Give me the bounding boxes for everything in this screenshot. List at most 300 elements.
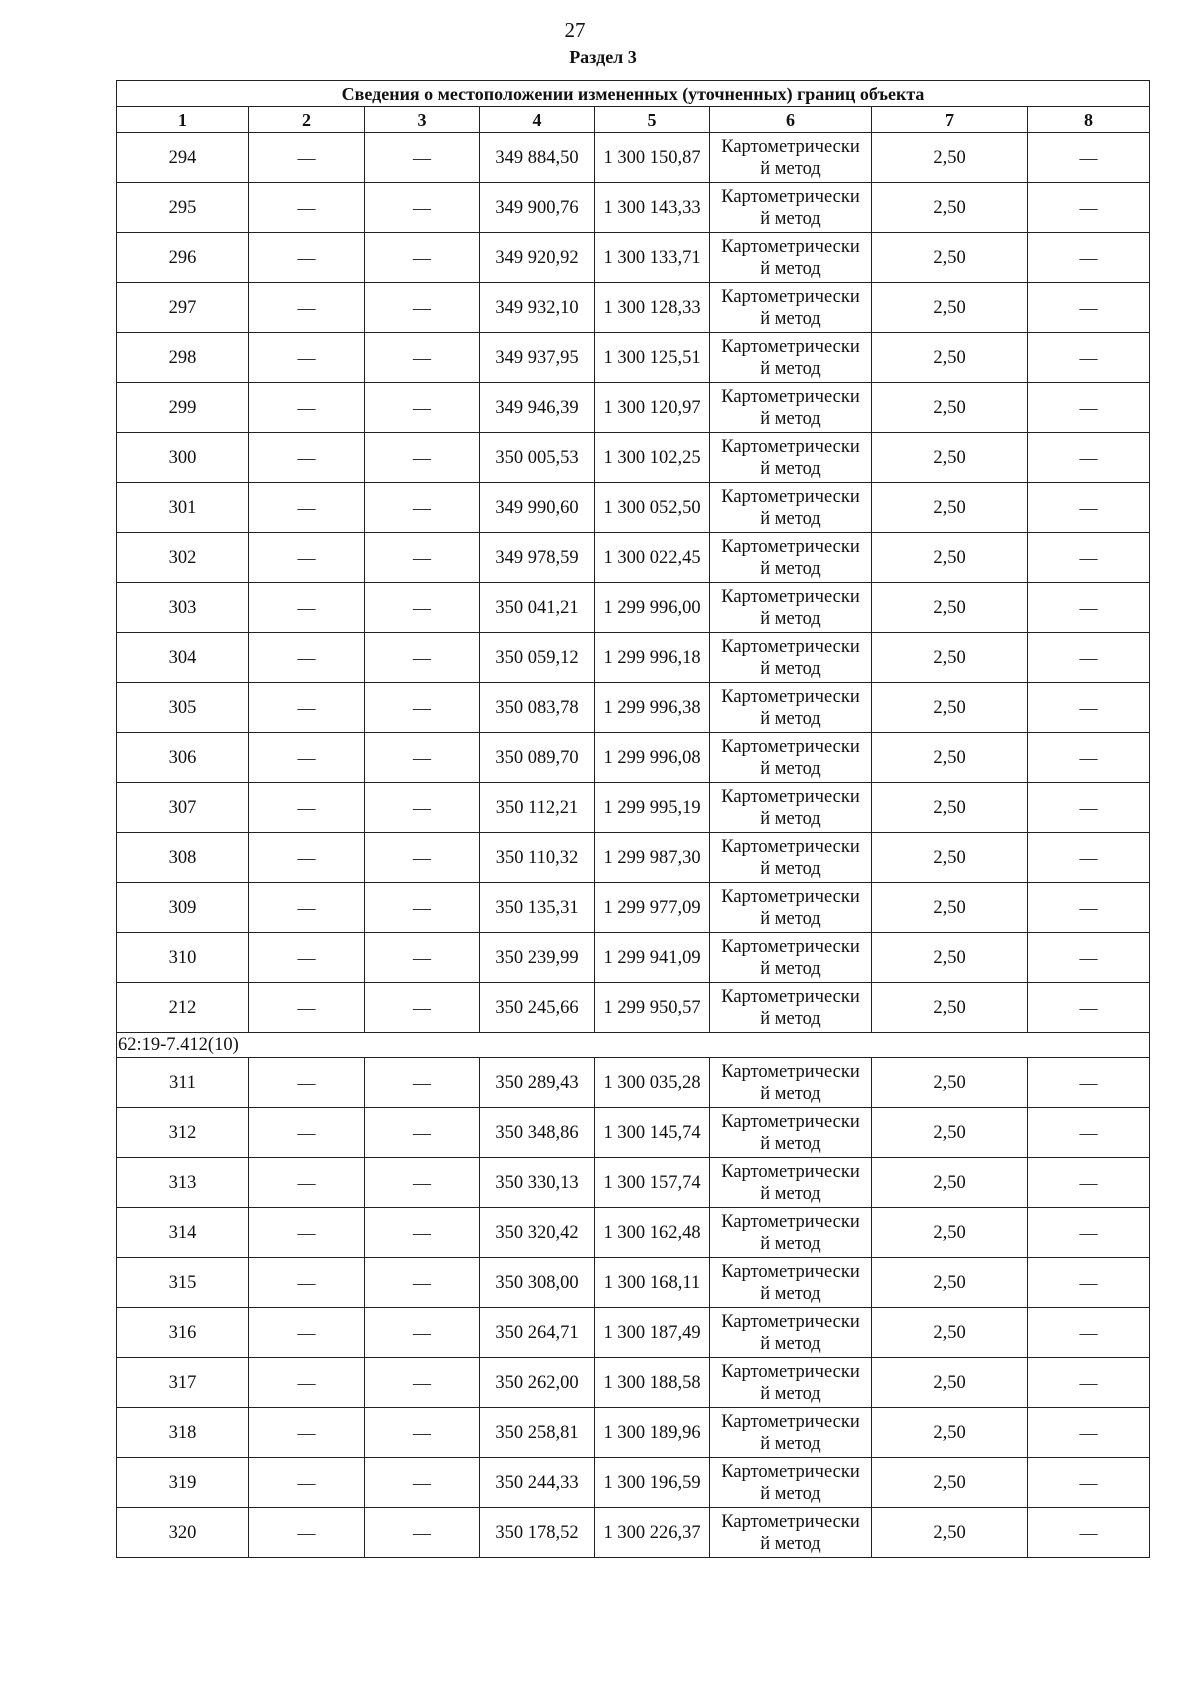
empty-dash-cell: — <box>249 433 365 483</box>
method-text-line2: й метод <box>760 408 821 429</box>
empty-dash-cell: — <box>1028 383 1150 433</box>
x-coordinate-cell: 350 308,00 <box>480 1258 595 1308</box>
empty-dash-cell: — <box>365 1058 480 1108</box>
method-cell <box>710 783 872 833</box>
empty-dash-cell: — <box>249 1308 365 1358</box>
y-coordinate-cell: 1 299 996,38 <box>595 683 710 733</box>
boundary-coordinates-table <box>116 80 1150 1558</box>
empty-dash-cell: — <box>1028 883 1150 933</box>
method-text-line2: й метод <box>760 658 821 679</box>
empty-dash-cell: — <box>365 883 480 933</box>
empty-dash-cell: — <box>365 833 480 883</box>
method-text-line2: й метод <box>760 1233 821 1254</box>
method-text-line1: Картометрически <box>721 1461 860 1482</box>
method-text-line1: Картометрически <box>721 1261 860 1282</box>
x-coordinate-cell: 350 348,86 <box>480 1108 595 1158</box>
empty-dash-cell: — <box>249 333 365 383</box>
method-text-line1: Картометрически <box>721 1361 860 1382</box>
empty-dash-cell: — <box>365 533 480 583</box>
table-row <box>117 783 1150 833</box>
empty-dash-cell: — <box>1028 533 1150 583</box>
accuracy-cell: 2,50 <box>872 1408 1028 1458</box>
method-cell <box>710 133 872 183</box>
empty-dash-cell: — <box>365 1108 480 1158</box>
empty-dash-cell: — <box>1028 1308 1150 1358</box>
y-coordinate-cell: 1 300 162,48 <box>595 1208 710 1258</box>
method-text-line1: Картометрически <box>721 1111 860 1132</box>
table-row <box>117 733 1150 783</box>
point-number-cell: 320 <box>117 1508 249 1558</box>
x-coordinate-cell: 350 262,00 <box>480 1358 595 1408</box>
empty-dash-cell: — <box>365 383 480 433</box>
accuracy-cell: 2,50 <box>872 1158 1028 1208</box>
empty-dash-cell: — <box>365 233 480 283</box>
accuracy-cell: 2,50 <box>872 983 1028 1033</box>
empty-dash-cell: — <box>365 683 480 733</box>
x-coordinate-cell: 349 884,50 <box>480 133 595 183</box>
y-coordinate-cell: 1 300 052,50 <box>595 483 710 533</box>
table-row <box>117 483 1150 533</box>
method-cell <box>710 383 872 433</box>
x-coordinate-cell: 350 330,13 <box>480 1158 595 1208</box>
empty-dash-cell: — <box>365 583 480 633</box>
method-text-line1: Картометрически <box>721 786 860 807</box>
accuracy-cell: 2,50 <box>872 333 1028 383</box>
table-row <box>117 1508 1150 1558</box>
table-row <box>117 1208 1150 1258</box>
method-text-line2: й метод <box>760 908 821 929</box>
x-coordinate-cell: 350 041,21 <box>480 583 595 633</box>
empty-dash-cell: — <box>249 283 365 333</box>
empty-dash-cell: — <box>365 1358 480 1408</box>
empty-dash-cell: — <box>1028 1258 1150 1308</box>
y-coordinate-cell: 1 300 226,37 <box>595 1508 710 1558</box>
empty-dash-cell: — <box>249 1508 365 1558</box>
y-coordinate-cell: 1 299 996,00 <box>595 583 710 633</box>
method-text-line1: Картометрически <box>721 436 860 457</box>
empty-dash-cell: — <box>1028 1208 1150 1258</box>
empty-dash-cell: — <box>249 633 365 683</box>
column-number: 7 <box>872 107 1028 133</box>
empty-dash-cell: — <box>249 933 365 983</box>
y-coordinate-cell: 1 300 035,28 <box>595 1058 710 1108</box>
empty-dash-cell: — <box>365 1158 480 1208</box>
accuracy-cell: 2,50 <box>872 633 1028 683</box>
method-text-line1: Картометрически <box>721 986 860 1007</box>
method-text-line1: Картометрически <box>721 1511 860 1532</box>
empty-dash-cell: — <box>249 1408 365 1458</box>
y-coordinate-cell: 1 300 150,87 <box>595 133 710 183</box>
table-row <box>117 533 1150 583</box>
method-text-line2: й метод <box>760 458 821 479</box>
accuracy-cell: 2,50 <box>872 1058 1028 1108</box>
parcel-group-label: 62:19-7.412(10) <box>117 1033 1150 1058</box>
point-number-cell: 301 <box>117 483 249 533</box>
method-cell <box>710 283 872 333</box>
accuracy-cell: 2,50 <box>872 283 1028 333</box>
table-row <box>117 1408 1150 1458</box>
y-coordinate-cell: 1 300 022,45 <box>595 533 710 583</box>
method-text-line1: Картометрически <box>721 586 860 607</box>
accuracy-cell: 2,50 <box>872 483 1028 533</box>
point-number-cell: 303 <box>117 583 249 633</box>
y-coordinate-cell: 1 300 128,33 <box>595 283 710 333</box>
method-text-line2: й метод <box>760 758 821 779</box>
y-coordinate-cell: 1 300 143,33 <box>595 183 710 233</box>
method-cell <box>710 1358 872 1408</box>
method-text-line2: й метод <box>760 608 821 629</box>
empty-dash-cell: — <box>365 283 480 333</box>
method-text-line1: Картометрически <box>721 836 860 857</box>
method-text-line2: й метод <box>760 858 821 879</box>
table-row <box>117 1308 1150 1358</box>
method-text-line2: й метод <box>760 1333 821 1354</box>
empty-dash-cell: — <box>249 1358 365 1408</box>
x-coordinate-cell: 350 289,43 <box>480 1058 595 1108</box>
table-row <box>117 933 1150 983</box>
method-text-line2: й метод <box>760 1383 821 1404</box>
method-cell <box>710 633 872 683</box>
x-coordinate-cell: 350 239,99 <box>480 933 595 983</box>
method-text-line2: й метод <box>760 808 821 829</box>
column-number: 8 <box>1028 107 1150 133</box>
x-coordinate-cell: 349 920,92 <box>480 233 595 283</box>
table-row <box>117 583 1150 633</box>
y-coordinate-cell: 1 300 188,58 <box>595 1358 710 1408</box>
empty-dash-cell: — <box>1028 1058 1150 1108</box>
accuracy-cell: 2,50 <box>872 1108 1028 1158</box>
table-row <box>117 1108 1150 1158</box>
point-number-cell: 212 <box>117 983 249 1033</box>
point-number-cell: 317 <box>117 1358 249 1408</box>
column-number: 3 <box>365 107 480 133</box>
point-number-cell: 314 <box>117 1208 249 1258</box>
method-text-line2: й метод <box>760 1008 821 1029</box>
empty-dash-cell: — <box>1028 733 1150 783</box>
empty-dash-cell: — <box>1028 783 1150 833</box>
table-row <box>117 833 1150 883</box>
x-coordinate-cell: 350 320,42 <box>480 1208 595 1258</box>
empty-dash-cell: — <box>365 933 480 983</box>
x-coordinate-cell: 350 112,21 <box>480 783 595 833</box>
empty-dash-cell: — <box>365 733 480 783</box>
table-row <box>117 333 1150 383</box>
method-text-line1: Картометрически <box>721 886 860 907</box>
accuracy-cell: 2,50 <box>872 433 1028 483</box>
method-cell <box>710 733 872 783</box>
x-coordinate-cell: 350 264,71 <box>480 1308 595 1358</box>
point-number-cell: 312 <box>117 1108 249 1158</box>
y-coordinate-cell: 1 300 187,49 <box>595 1308 710 1358</box>
column-numbers-row <box>117 107 1150 133</box>
y-coordinate-cell: 1 300 189,96 <box>595 1408 710 1458</box>
y-coordinate-cell: 1 299 995,19 <box>595 783 710 833</box>
point-number-cell: 310 <box>117 933 249 983</box>
accuracy-cell: 2,50 <box>872 933 1028 983</box>
method-cell <box>710 883 872 933</box>
method-cell <box>710 433 872 483</box>
empty-dash-cell: — <box>249 233 365 283</box>
empty-dash-cell: — <box>1028 483 1150 533</box>
method-cell <box>710 1308 872 1358</box>
method-cell <box>710 583 872 633</box>
point-number-cell: 318 <box>117 1408 249 1458</box>
accuracy-cell: 2,50 <box>872 1508 1028 1558</box>
method-cell <box>710 983 872 1033</box>
table-row <box>117 883 1150 933</box>
empty-dash-cell: — <box>1028 233 1150 283</box>
method-text-line1: Картометрически <box>721 736 860 757</box>
accuracy-cell: 2,50 <box>872 1358 1028 1408</box>
table-row <box>117 383 1150 433</box>
method-text-line2: й метод <box>760 1283 821 1304</box>
method-cell <box>710 683 872 733</box>
x-coordinate-cell: 350 135,31 <box>480 883 595 933</box>
table-row <box>117 433 1150 483</box>
point-number-cell: 302 <box>117 533 249 583</box>
table-caption-row <box>117 81 1150 107</box>
x-coordinate-cell: 350 059,12 <box>480 633 595 683</box>
accuracy-cell: 2,50 <box>872 133 1028 183</box>
x-coordinate-cell: 350 089,70 <box>480 733 595 783</box>
empty-dash-cell: — <box>249 483 365 533</box>
point-number-cell: 296 <box>117 233 249 283</box>
empty-dash-cell: — <box>1028 1108 1150 1158</box>
point-number-cell: 313 <box>117 1158 249 1208</box>
empty-dash-cell: — <box>1028 683 1150 733</box>
method-text-line2: й метод <box>760 308 821 329</box>
empty-dash-cell: — <box>249 183 365 233</box>
method-text-line1: Картометрически <box>721 186 860 207</box>
method-text-line1: Картометрически <box>721 936 860 957</box>
method-text-line2: й метод <box>760 1483 821 1504</box>
table-row <box>117 1458 1150 1508</box>
column-number: 2 <box>249 107 365 133</box>
empty-dash-cell: — <box>249 1058 365 1108</box>
point-number-cell: 309 <box>117 883 249 933</box>
method-text-line2: й метод <box>760 558 821 579</box>
method-text-line2: й метод <box>760 258 821 279</box>
x-coordinate-cell: 350 258,81 <box>480 1408 595 1458</box>
empty-dash-cell: — <box>249 833 365 883</box>
empty-dash-cell: — <box>249 133 365 183</box>
point-number-cell: 306 <box>117 733 249 783</box>
empty-dash-cell: — <box>365 183 480 233</box>
empty-dash-cell: — <box>1028 833 1150 883</box>
point-number-cell: 311 <box>117 1058 249 1108</box>
method-cell <box>710 1208 872 1258</box>
table-row <box>117 1258 1150 1308</box>
point-number-cell: 299 <box>117 383 249 433</box>
method-text-line1: Картометрически <box>721 336 860 357</box>
empty-dash-cell: — <box>249 533 365 583</box>
accuracy-cell: 2,50 <box>872 833 1028 883</box>
x-coordinate-cell: 349 946,39 <box>480 383 595 433</box>
method-cell <box>710 833 872 883</box>
method-text-line1: Картометрически <box>721 636 860 657</box>
y-coordinate-cell: 1 299 987,30 <box>595 833 710 883</box>
y-coordinate-cell: 1 299 950,57 <box>595 983 710 1033</box>
point-number-cell: 307 <box>117 783 249 833</box>
method-text-line2: й метод <box>760 208 821 229</box>
empty-dash-cell: — <box>249 733 365 783</box>
empty-dash-cell: — <box>365 1308 480 1358</box>
y-coordinate-cell: 1 300 168,11 <box>595 1258 710 1308</box>
method-cell <box>710 1258 872 1308</box>
method-cell <box>710 233 872 283</box>
table-row <box>117 183 1150 233</box>
table-row <box>117 1158 1150 1208</box>
empty-dash-cell: — <box>249 383 365 433</box>
x-coordinate-cell: 349 932,10 <box>480 283 595 333</box>
y-coordinate-cell: 1 300 120,97 <box>595 383 710 433</box>
x-coordinate-cell: 350 245,66 <box>480 983 595 1033</box>
method-text-line1: Картометрически <box>721 536 860 557</box>
accuracy-cell: 2,50 <box>872 733 1028 783</box>
table-row <box>117 683 1150 733</box>
method-cell <box>710 933 872 983</box>
method-cell <box>710 333 872 383</box>
y-coordinate-cell: 1 300 145,74 <box>595 1108 710 1158</box>
method-text-line2: й метод <box>760 1533 821 1554</box>
point-number-cell: 316 <box>117 1308 249 1358</box>
empty-dash-cell: — <box>365 1458 480 1508</box>
empty-dash-cell: — <box>1028 1358 1150 1408</box>
accuracy-cell: 2,50 <box>872 683 1028 733</box>
empty-dash-cell: — <box>365 983 480 1033</box>
accuracy-cell: 2,50 <box>872 1308 1028 1358</box>
method-text-line2: й метод <box>760 1183 821 1204</box>
method-text-line1: Картометрически <box>721 386 860 407</box>
method-text-line1: Картометрически <box>721 236 860 257</box>
x-coordinate-cell: 350 083,78 <box>480 683 595 733</box>
accuracy-cell: 2,50 <box>872 1258 1028 1308</box>
table-caption: Сведения о местоположении измененных (уточненных) границ объекта <box>117 81 1150 107</box>
table-row <box>117 133 1150 183</box>
method-cell <box>710 183 872 233</box>
empty-dash-cell: — <box>249 1108 365 1158</box>
method-text-line2: й метод <box>760 158 821 179</box>
column-number: 1 <box>117 107 249 133</box>
accuracy-cell: 2,50 <box>872 1458 1028 1508</box>
table-row <box>117 283 1150 333</box>
table-row <box>117 633 1150 683</box>
method-text-line1: Картометрически <box>721 1411 860 1432</box>
table-row <box>117 233 1150 283</box>
accuracy-cell: 2,50 <box>872 583 1028 633</box>
column-number: 4 <box>480 107 595 133</box>
method-text-line1: Картометрически <box>721 686 860 707</box>
empty-dash-cell: — <box>365 1508 480 1558</box>
section-title: Раздел 3 <box>569 47 637 67</box>
column-number: 6 <box>710 107 872 133</box>
column-number: 5 <box>595 107 710 133</box>
method-text-line2: й метод <box>760 958 821 979</box>
empty-dash-cell: — <box>249 983 365 1033</box>
empty-dash-cell: — <box>365 1258 480 1308</box>
empty-dash-cell: — <box>1028 583 1150 633</box>
point-number-cell: 319 <box>117 1458 249 1508</box>
empty-dash-cell: — <box>249 883 365 933</box>
empty-dash-cell: — <box>1028 433 1150 483</box>
y-coordinate-cell: 1 300 125,51 <box>595 333 710 383</box>
method-text-line1: Картометрически <box>721 136 860 157</box>
y-coordinate-cell: 1 299 996,08 <box>595 733 710 783</box>
x-coordinate-cell: 349 937,95 <box>480 333 595 383</box>
method-text-line1: Картометрически <box>721 1061 860 1082</box>
method-cell <box>710 1158 872 1208</box>
empty-dash-cell: — <box>1028 1458 1150 1508</box>
empty-dash-cell: — <box>249 583 365 633</box>
y-coordinate-cell: 1 300 133,71 <box>595 233 710 283</box>
accuracy-cell: 2,50 <box>872 783 1028 833</box>
method-text-line1: Картометрически <box>721 1211 860 1232</box>
point-number-cell: 300 <box>117 433 249 483</box>
empty-dash-cell: — <box>1028 933 1150 983</box>
page-number: 27 <box>564 18 586 42</box>
method-cell <box>710 1508 872 1558</box>
y-coordinate-cell: 1 299 996,18 <box>595 633 710 683</box>
y-coordinate-cell: 1 300 102,25 <box>595 433 710 483</box>
empty-dash-cell: — <box>1028 183 1150 233</box>
point-number-cell: 297 <box>117 283 249 333</box>
method-text-line1: Картометрически <box>721 1311 860 1332</box>
method-text-line2: й метод <box>760 358 821 379</box>
empty-dash-cell: — <box>1028 133 1150 183</box>
method-text-line2: й метод <box>760 1433 821 1454</box>
accuracy-cell: 2,50 <box>872 883 1028 933</box>
parcel-group-row <box>117 1033 1150 1058</box>
empty-dash-cell: — <box>1028 283 1150 333</box>
empty-dash-cell: — <box>249 1458 365 1508</box>
empty-dash-cell: — <box>365 1208 480 1258</box>
empty-dash-cell: — <box>1028 633 1150 683</box>
x-coordinate-cell: 350 110,32 <box>480 833 595 883</box>
empty-dash-cell: — <box>1028 1158 1150 1208</box>
method-cell <box>710 1108 872 1158</box>
method-text-line1: Картометрически <box>721 286 860 307</box>
x-coordinate-cell: 350 244,33 <box>480 1458 595 1508</box>
method-text-line2: й метод <box>760 708 821 729</box>
empty-dash-cell: — <box>1028 983 1150 1033</box>
empty-dash-cell: — <box>249 1208 365 1258</box>
y-coordinate-cell: 1 300 196,59 <box>595 1458 710 1508</box>
point-number-cell: 295 <box>117 183 249 233</box>
point-number-cell: 304 <box>117 633 249 683</box>
x-coordinate-cell: 349 990,60 <box>480 483 595 533</box>
y-coordinate-cell: 1 299 941,09 <box>595 933 710 983</box>
accuracy-cell: 2,50 <box>872 383 1028 433</box>
empty-dash-cell: — <box>1028 333 1150 383</box>
empty-dash-cell: — <box>365 633 480 683</box>
point-number-cell: 298 <box>117 333 249 383</box>
x-coordinate-cell: 350 005,53 <box>480 433 595 483</box>
point-number-cell: 294 <box>117 133 249 183</box>
table-row <box>117 1358 1150 1408</box>
empty-dash-cell: — <box>365 483 480 533</box>
point-number-cell: 308 <box>117 833 249 883</box>
empty-dash-cell: — <box>1028 1508 1150 1558</box>
method-text-line1: Картометрически <box>721 1161 860 1182</box>
method-cell <box>710 483 872 533</box>
method-text-line1: Картометрически <box>721 486 860 507</box>
point-number-cell: 315 <box>117 1258 249 1308</box>
empty-dash-cell: — <box>365 333 480 383</box>
x-coordinate-cell: 350 178,52 <box>480 1508 595 1558</box>
empty-dash-cell: — <box>1028 1408 1150 1458</box>
empty-dash-cell: — <box>365 433 480 483</box>
accuracy-cell: 2,50 <box>872 533 1028 583</box>
